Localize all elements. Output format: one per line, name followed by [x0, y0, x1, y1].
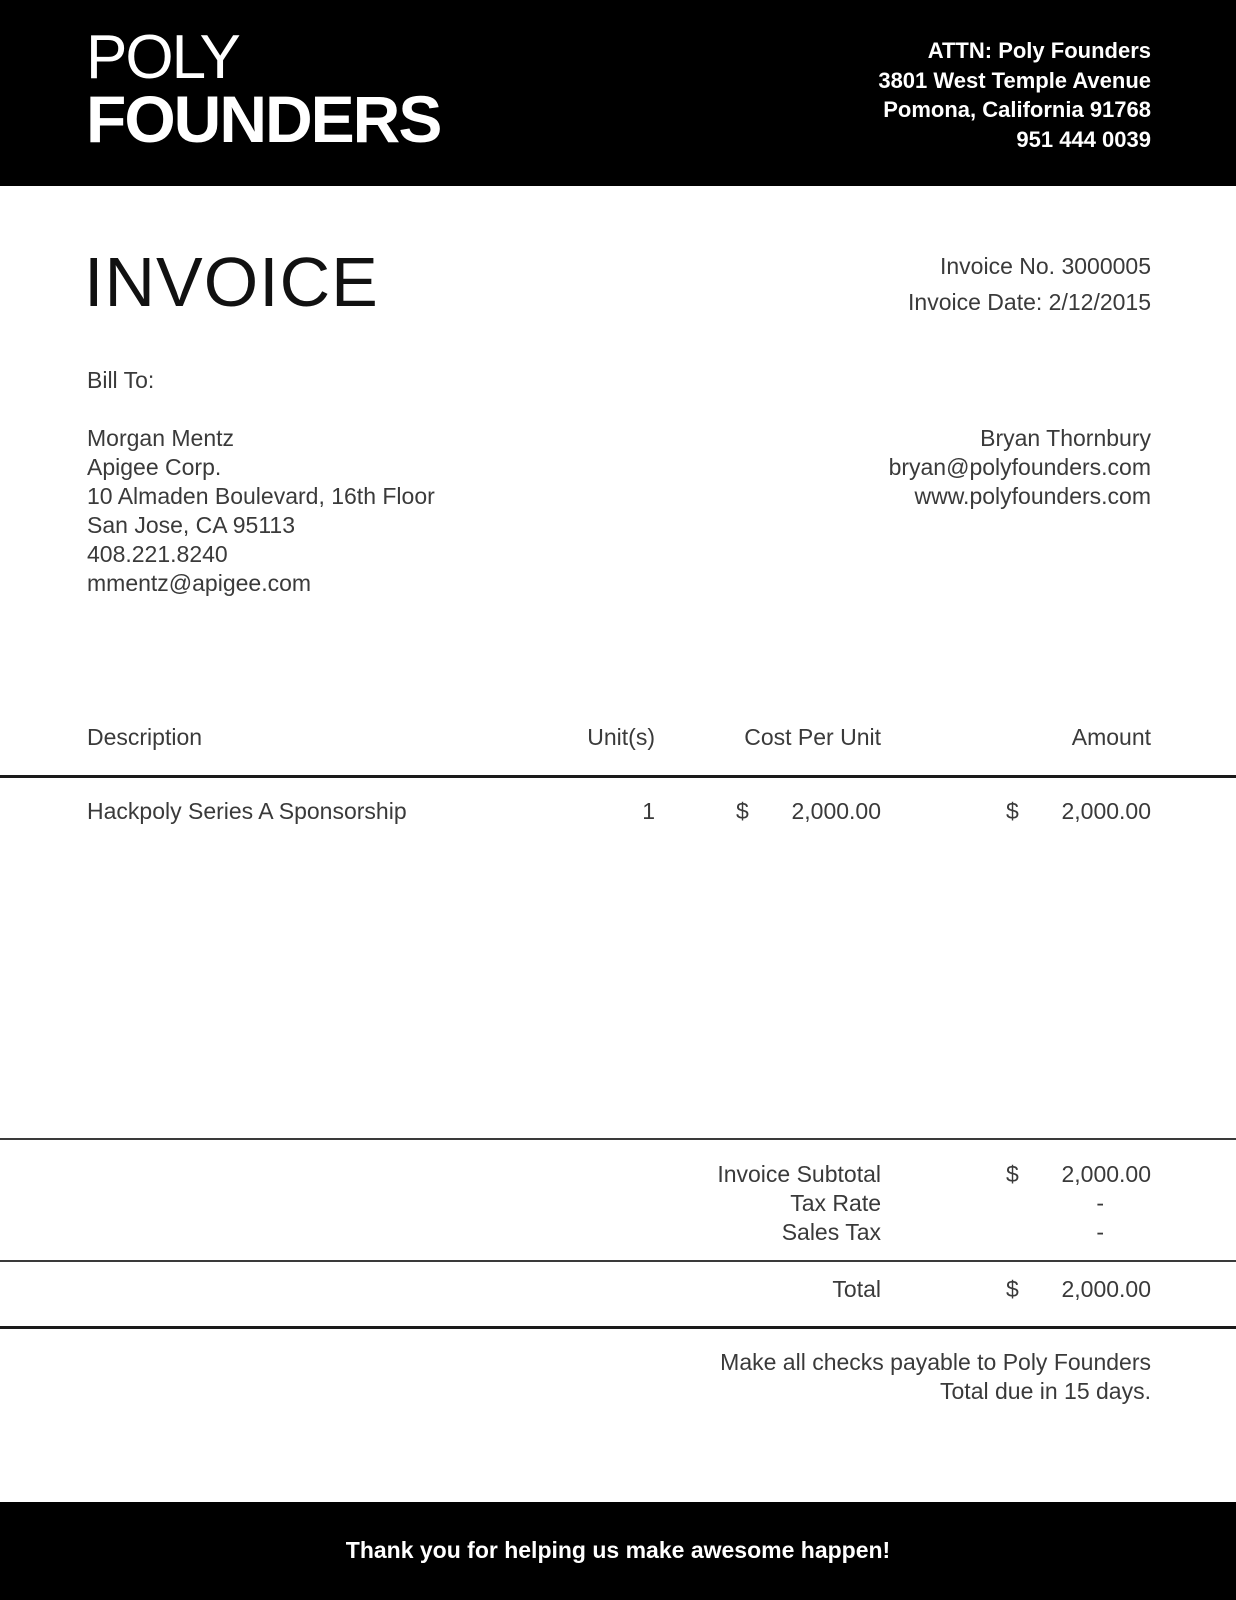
header-bar — [0, 0, 1236, 186]
total-divider — [0, 1326, 1236, 1329]
contact-block — [889, 424, 1151, 511]
footer-message: Thank you for helping us make awesome happen! — [345, 1537, 891, 1563]
bill-to-block — [87, 424, 435, 598]
total-currency: $ — [1006, 1276, 1019, 1302]
bill-to-phone: 408.221.8240 — [87, 541, 228, 567]
subtotal-divider — [0, 1260, 1236, 1262]
bill-to-name: Morgan Mentz — [87, 425, 235, 451]
company-phone: 951 444 0039 — [1016, 126, 1151, 152]
company-street: 3801 West Temple Avenue — [878, 67, 1151, 93]
row-amount: 2,000.00 — [1061, 798, 1151, 824]
due-note: Total due in 15 days. — [940, 1378, 1151, 1404]
column-header-description: Description — [87, 724, 203, 750]
page-title: INVOICE — [84, 243, 379, 321]
row-cost: 2,000.00 — [791, 798, 881, 824]
items-bottom-divider — [0, 1138, 1236, 1140]
row-description: Hackpoly Series A Sponsorship — [87, 798, 407, 824]
contact-name: Bryan Thornbury — [980, 425, 1151, 451]
invoice-date: Invoice Date: 2/12/2015 — [908, 289, 1151, 315]
company-city: Pomona, California 91768 — [883, 97, 1151, 122]
bill-to-company: Apigee Corp. — [87, 454, 222, 480]
row-units: 1 — [642, 798, 655, 824]
tax-rate-label: Tax Rate — [790, 1190, 881, 1216]
payable-note: Make all checks payable to Poly Founders — [720, 1349, 1151, 1375]
bill-to-email: mmentz@apigee.com — [87, 570, 312, 596]
subtotal-value: 2,000.00 — [1061, 1161, 1151, 1187]
total-value: 2,000.00 — [1061, 1276, 1151, 1302]
subtotal-label: Invoice Subtotal — [717, 1161, 881, 1187]
bill-to-address: 10 Almaden Boulevard, 16th Floor — [87, 483, 435, 509]
invoice-meta — [908, 248, 1151, 320]
sales-tax-value: - — [1096, 1219, 1104, 1245]
logo-poly: POLY — [86, 23, 239, 92]
table-header-divider — [0, 775, 1236, 778]
invoice-number: Invoice No. 3000005 — [940, 253, 1151, 279]
column-header-amount: Amount — [1071, 724, 1151, 750]
logo-founders: FOUNDERS — [86, 82, 441, 156]
bill-to-label: Bill To: — [87, 367, 155, 393]
contact-website: www.polyfounders.com — [914, 483, 1151, 509]
company-address-block — [878, 36, 1151, 154]
footer-bar — [0, 1502, 1236, 1600]
contact-email: bryan@polyfounders.com — [888, 454, 1151, 480]
bill-to-city: San Jose, CA 95113 — [87, 512, 295, 538]
attn-line: ATTN: Poly Founders — [927, 38, 1151, 63]
column-header-cost: Cost Per Unit — [744, 724, 881, 750]
total-label: Total — [832, 1276, 881, 1302]
sales-tax-label: Sales Tax — [781, 1219, 881, 1245]
subtotal-currency: $ — [1006, 1161, 1019, 1187]
row-amount-currency: $ — [1006, 798, 1019, 824]
column-header-units: Unit(s) — [587, 724, 655, 750]
row-cost-currency: $ — [736, 798, 749, 824]
tax-rate-value: - — [1096, 1190, 1104, 1216]
